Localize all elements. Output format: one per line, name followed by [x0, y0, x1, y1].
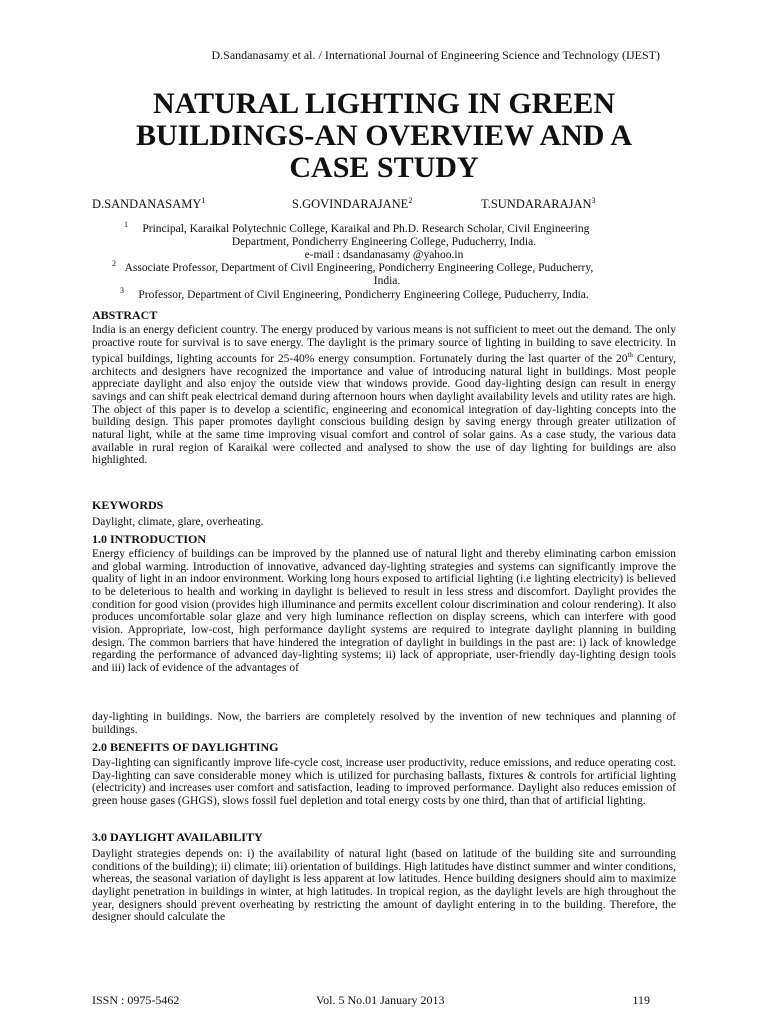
title-line-2: BUILDINGS-AN OVERVIEW AND A — [136, 119, 632, 152]
author-name: D.SANDANASAMY — [92, 197, 202, 212]
footer-issn: ISSN : 0975-5462 — [92, 993, 180, 1007]
footer-volume: Vol. 5 No.01 January 2013 — [316, 993, 445, 1007]
abstract-heading: ABSTRACT — [92, 308, 158, 322]
section-heading-introduction: 1.0 INTRODUCTION — [92, 532, 207, 546]
affiliation-text: Associate Professor, Department of Civil Engineering, Pondicherry Engineering College, Puducherry, — [124, 261, 594, 274]
introduction-paragraph-continued: day-lighting in buildings. Now, the barriers are completely resolved by the invention of new techniques and planning of buildings. — [92, 711, 676, 736]
running-header: D.Sandanasamy et al. / International Journal of Engineering Science and Technology (IJEST) — [211, 48, 660, 62]
author-list — [92, 196, 676, 212]
title-line-1: NATURAL LIGHTING IN GREEN — [152, 87, 616, 120]
ordinal-superscript: th — [627, 351, 633, 360]
affiliation-3 — [120, 284, 660, 302]
footer-page-number: 119 — [632, 993, 650, 1007]
author-1 — [92, 196, 205, 212]
section-heading-benefits: 2.0 BENEFITS OF DAYLIGHTING — [92, 740, 279, 754]
author-affil-mark: 3 — [591, 196, 596, 205]
author-3 — [481, 196, 596, 212]
affiliation-mark: 1 — [124, 220, 128, 229]
author-name: S.GOVINDARAJANE — [292, 197, 409, 212]
affiliation-text: India. — [373, 274, 401, 287]
affiliation-text: Department, Pondicherry Engineering College, Puducherry, India. — [231, 235, 537, 248]
introduction-paragraph: Energy efficiency of buildings can be improved by the planned use of natural light and thereby eliminating carbon emission and global warming. Introduction of innovative, advanced day-lighting strategies and systems can significantly improve the quality of light in an indoor environment. Working long hours exposed to artificial lighting (i.e lighting electricity) is believed to be deleterious to health and working in daylight is believed to result in less stress and discomfort. Daylight provides the condition for good vision (provides high illuminance and permits excellent colour discrimination and colour rendering). It also produces uncomfortable solar glaze and very high luminance reflection on display screens, which can interfere with good vision. Appropriate, low-cost, high performance daylight systems are required to integrate daylight planning in building design. The common barriers that have hindered the integration of daylight in buildings in the past are: i) lack of knowledge regarding the performance of advanced day-lighting systems; ii) lack of appropriate, user-friendly day-lighting design tools and iii) lack of evidence of the advantages of — [92, 548, 676, 674]
abstract-text-part: India is an energy deficient country. The energy produced by various means is not sufficient to meet out the demand. The only proactive route for survival is to save energy. The daylight is the primary source of lighting in building to save electricity. In typical buildings, lighting accounts for 25-40% energy consumption. Fortunately during the last quarter of the 20 — [92, 324, 676, 366]
section-heading-daylight-availability: 3.0 DAYLIGHT AVAILABILITY — [92, 830, 263, 844]
daylight-availability-paragraph: Daylight strategies depends on: i) the availability of natural light (based on latitude of the building site and surrounding conditions of the building); ii) climate; iii) orientation of buildings. High latitudes have distinct summer and winter conditions, whereas, the seasonal variation of daylight is less apparent at low latitudes. Hence building designers should aim to maximize daylight penetration in buildings in winter, at high latitudes. In tropical region, as the daylight levels are high throughout the year, designers should prevent overheating by restricting the amount of daylight entering in to the building. Therefore, the designer should calculate the — [92, 848, 676, 924]
author-affil-mark: 1 — [201, 196, 206, 205]
paper-title — [92, 88, 676, 184]
affiliation-text: Professor, Department of Civil Engineering, Pondicherry Engineering College, Puducherry, India. — [138, 288, 589, 301]
affiliation-1 — [124, 218, 644, 262]
abstract-text-part: Century, architects and designers have recognized the importance and value of introducing natural light in buildings. Most people appreciate daylight and also enjoy the outside view that windows provide. Good day-lighting design can result in energy savings and can shift peak electrical demand during afternoon hours when daylight availability levels and utility rates are high. The object of this paper is to develop a scientific, engineering and economical integration of day-lighting concepts into the building design. This paper promotes daylight conscious building design by saving energy through greater utilization of natural light, while at the same time improving visual comfort and control of solar gains. As a case study, the various data available in rural region of Karaikal were collected and analysed to show the use of day lighting for buildings are also highlighted. — [92, 353, 677, 467]
title-line-3: CASE STUDY — [289, 151, 479, 184]
benefits-paragraph: Day-lighting can significantly improve life-cycle cost, increase user productivity, reduce emissions, and reduce operating cost. Day-lighting can save considerable money which is utilized for purchasing ballasts, fixtures & controls for artificial lighting (electricity) and increases user comfort and satisfaction, leading to improved performance. Daylight also reduces emission of green house gases (GHGS), slows fossil fuel depletion and total energy costs by one third, than that of artificial lighting. — [92, 757, 676, 807]
abstract-text — [92, 324, 676, 467]
author-affil-mark: 2 — [408, 196, 413, 205]
affiliation-mark: 2 — [112, 259, 116, 268]
keywords-heading: KEYWORDS — [92, 498, 164, 512]
author-name: T.SUNDARARAJAN — [481, 197, 592, 212]
author-2 — [292, 196, 412, 212]
affiliation-email: e-mail : dsandanasamy @yahoo.in — [304, 248, 464, 261]
keywords-text: Daylight, climate, glare, overheating. — [92, 516, 264, 528]
affiliation-text: Principal, Karaikal Polytechnic College, Karaikal and Ph.D. Research Scholar, Civil Engineering — [142, 222, 590, 235]
affiliation-mark: 3 — [120, 286, 124, 295]
